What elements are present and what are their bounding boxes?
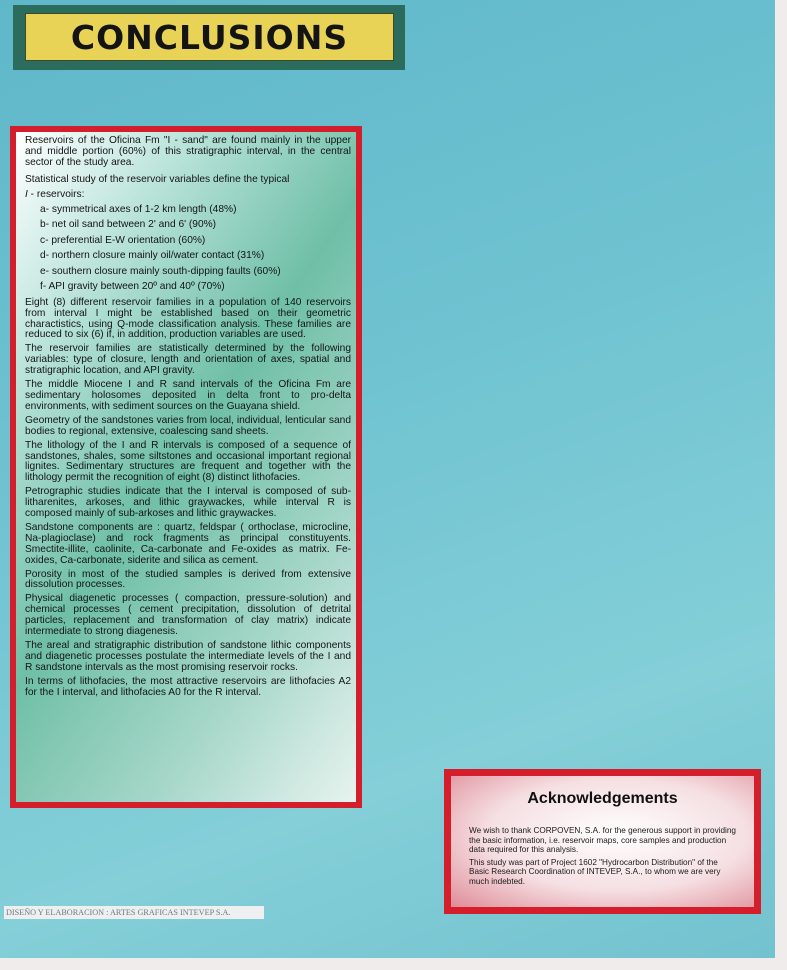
list-item: a- symmetrical axes of 1-2 km length (48%) [40,203,237,215]
acknowledgements-text-2: This study was part of Project 1602 "Hydrocarbon Distribution" of the Basic Research Coordination of INTEVEP, S.A., to whom we are very much indebted. [469,857,721,886]
design-credit: DISEÑO Y ELABORACION : ARTES GRAFICAS INTEVEP S.A. [4,906,264,919]
conclusion-statistical-study [25,172,351,202]
conclusions-panel [10,126,362,808]
acknowledgements-text-1: We wish to thank CORPOVEN, S.A. for the generous support in providing the basic information, i.e. reservoir maps, core samples and production data required for this analysis. [469,826,736,855]
conclusion-diagenesis: Physical diagenetic processes ( compaction, pressure-solution) and chemical processes ( cement precipitation, dissolution of detrital particles, replacement and transformation of clay matrix) indicate intermediate to strong diagenesis. [25,593,351,638]
list-item: c- preferential E-W orientation (60%) [40,234,206,246]
list-item: b- net oil sand between 2' and 6' (90%) [40,219,217,231]
conclusion-promising-rocks: The areal and stratigraphic distribution of sandstone lithic components and diagenetic processes postulate the intermediate levels of the I and R sandstone intervals as the most promising reservoir rocks. [25,640,351,673]
conclusion-lithology: The lithology of the I and R intervals is composed of a sequence of sandstones, shales, some siltstones and occasional important regional lignites. Sedimentary structures are frequent and together with the lithology permit the recognition of eight (8) distinct lithofacies. [25,439,351,484]
conclusion-reservoir-location: Reservoirs of the Oficina Fm "I - sand" are found mainly in the upper and middle portion (60%) of this stratigraphic interval, in the central sector of the study area. [25,135,351,168]
conclusion-family-variables: The reservoir families are statistically determined by the following variables: type of closure, length and orientation of axes, spatial and stratigraphic location, and API gravity. [25,343,351,377]
list-item: d- northern closure mainly oil/water contact (31%) [40,250,265,262]
reservoirs-label: - reservoirs: [27,188,85,200]
conclusion-lithofacies: In terms of lithofacies, the most attractive reservoirs are lithofacies A2 for the I interval, and lithofacies A0 for the R interval. [25,675,351,698]
page-title: CONCLUSIONS [70,17,349,57]
title-box [25,13,394,61]
statistical-study-text: Statistical study of the reservoir variables define the typical [25,173,290,185]
conclusion-sandstone-components: Sandstone components are : quartz, feldspar ( orthoclase, microcline, Na-plagioclase) and rock fragments as principal constituyents. Smectite-illite, caolinite, Ca-carbonate and Fe-oxides as matrix. Fe-oxides, Ca-carbonate, siderite and silica as cement. [25,521,351,566]
interval-i-label: I [25,188,28,200]
conclusion-sand-geometry: Geometry of the sandstones varies from local, individual, lenticular sand bodies to regional, extensive, coalescing sand sheets. [25,414,351,437]
list-item: e- southern closure mainly south-dipping faults (60%) [40,265,281,277]
conclusion-petrography: Petrographic studies indicate that the I interval is composed of sub- litharenites, arkoses, and lithic graywackes, while interval R is composed mainly of sub-arkoses and lithic graywackes. [25,486,351,520]
conclusion-porosity: Porosity in most of the studied samples is derived from extensive dissolution processes. [25,568,351,591]
conclusion-reservoir-families: Eight (8) different reservoir families in a population of 140 reservoirs from interval I might be established based on their geometric charactistics, using Q-mode classification analysis. These families are reduced to six (6) if, in addition, production variables are used. [25,296,351,341]
reservoir-variables-list [25,202,351,295]
list-item: f- API gravity between 20º and 40º (70%) [40,281,225,293]
conclusion-depositional-setting: The middle Miocene I and R sand intervals of the Oficina Fm are sedimentary holosomes deposited in delta front to pro-delta environments, with sediment sources on the Guayana shield. [25,379,351,412]
acknowledgements-panel [444,769,761,914]
acknowledgements-title: Acknowledgements [527,790,678,807]
